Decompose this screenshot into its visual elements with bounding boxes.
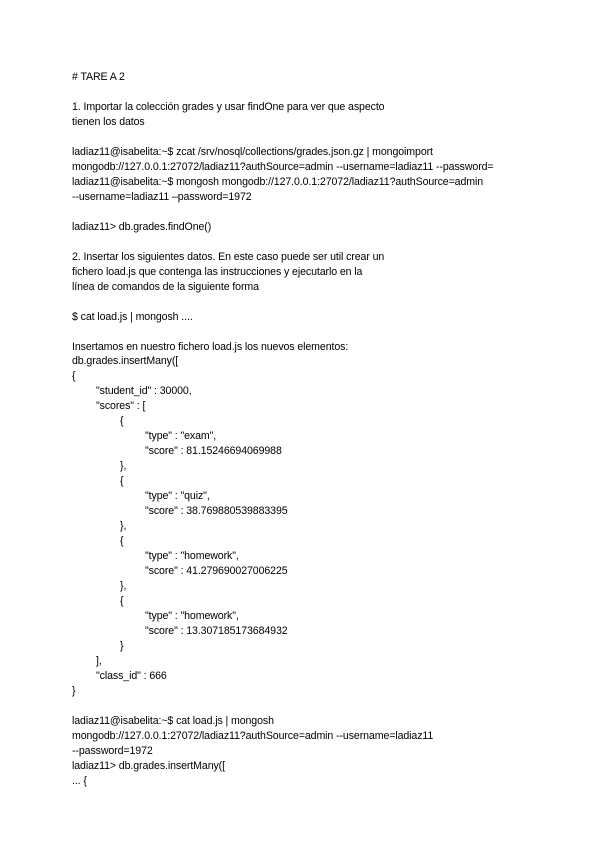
terminal-line5: ... { (72, 775, 87, 787)
code-score-value: "score" : 38.769880539883395 (145, 505, 288, 517)
mongosh-command-line2: --username=ladiaz11 –password=1972 (72, 191, 252, 203)
section2-heading-line1: 2. Insertar los siguientes datos. En este caso puede ser util crear un (72, 251, 385, 263)
terminal-line3: --password=1972 (72, 745, 153, 757)
code-score-type: "type" : "homework", (145, 610, 239, 622)
run-command: $ cat load.js | mongosh .... (72, 311, 193, 323)
import-command-line2: mongodb://127.0.0.1:27072/ladiaz11?authSource=admin --username=ladiaz11 --password= (72, 161, 494, 173)
code-item-open: { (120, 535, 124, 547)
code-score-value: "score" : 41.279690027006225 (145, 565, 288, 577)
code-item-close: }, (120, 520, 127, 532)
document-title: # TARE A 2 (72, 71, 125, 83)
code-item-close: }, (120, 460, 127, 472)
code-score-type: "type" : "quiz", (145, 490, 210, 502)
terminal-line2: mongodb://127.0.0.1:27072/ladiaz11?authSource=admin --username=ladiaz11 (72, 730, 434, 742)
code-scores-open: "scores" : [ (96, 400, 146, 412)
section1-heading-line2: tienen los datos (72, 116, 145, 128)
code-close-brace: } (72, 685, 76, 697)
code-student-id: "student_id" : 30000, (96, 385, 192, 397)
import-command-line1: ladiaz11@isabelita:~$ zcat /srv/nosql/collections/grades.json.gz | mongoimport (72, 146, 433, 158)
code-scores-close: ], (96, 655, 102, 667)
code-score-value: "score" : 81.15246694069988 (145, 445, 282, 457)
code-item-open: { (120, 595, 124, 607)
code-score-type: "type" : "exam", (145, 430, 217, 442)
section1-heading-line1: 1. Importar la colección grades y usar findOne para ver que aspecto (72, 101, 385, 113)
insert-intro: Insertamos en nuestro fichero load.js los nuevos elementos: (72, 341, 349, 353)
code-item-open: { (120, 475, 124, 487)
code-score-value: "score" : 13.307185173684932 (145, 625, 288, 637)
code-open-brace: { (72, 370, 76, 382)
code-score-type: "type" : "homework", (145, 550, 239, 562)
mongosh-command-line1: ladiaz11@isabelita:~$ mongosh mongodb://127.0.0.1:27072/ladiaz11?authSource=admin (72, 176, 484, 188)
code-last-item-close: } (120, 640, 124, 652)
code-insert-call: db.grades.insertMany([ (72, 355, 179, 367)
terminal-line1: ladiaz11@isabelita:~$ cat load.js | mongosh (72, 715, 274, 727)
terminal-line4: ladiaz11> db.grades.insertMany([ (72, 760, 225, 772)
section2-heading-line3: línea de comandos de la siguiente forma (72, 281, 259, 293)
findone-command: ladiaz11> db.grades.findOne() (72, 221, 212, 233)
section2-heading-line2: fichero load.js que contenga las instrucciones y ejecutarlo en la (72, 266, 363, 278)
code-item-close: }, (120, 580, 127, 592)
code-item-open: { (120, 415, 124, 427)
code-class-id: "class_id" : 666 (96, 670, 167, 682)
